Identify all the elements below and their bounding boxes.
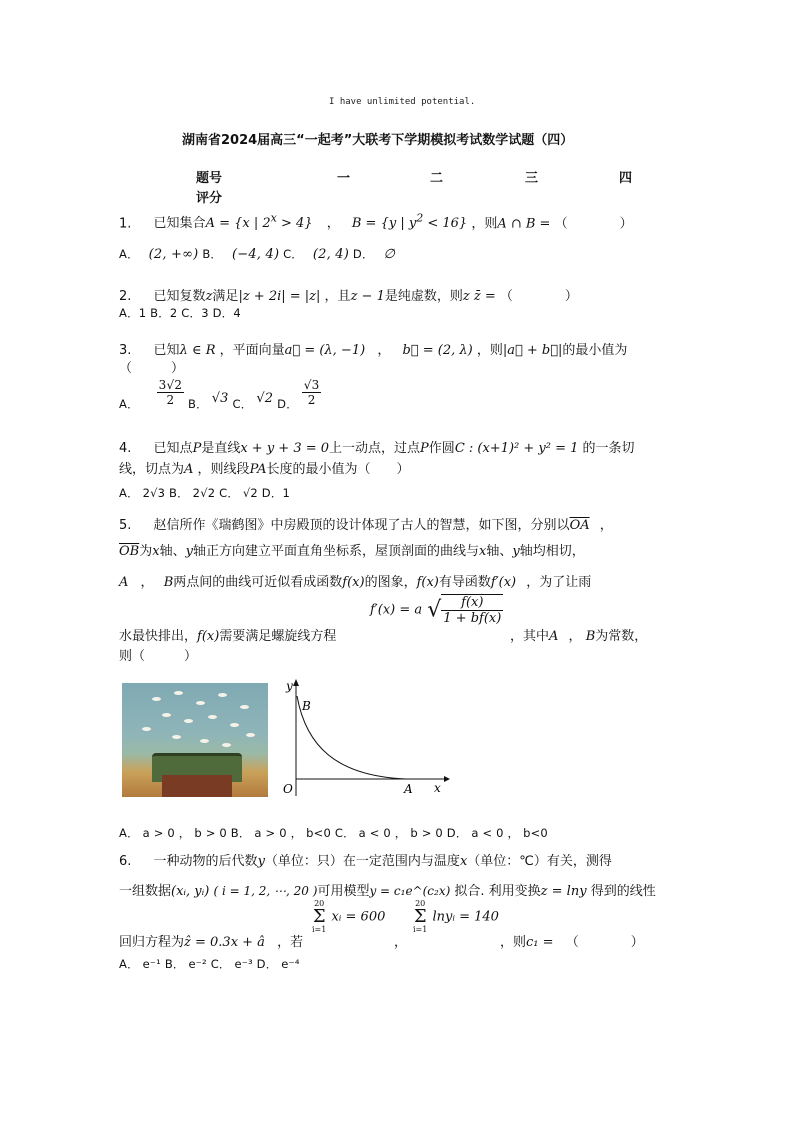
score-table-col-1: 一	[337, 171, 351, 186]
q5-y: y	[185, 544, 193, 559]
q3-text-3: ，	[377, 343, 391, 358]
q1-option-b-label: B．	[202, 247, 223, 261]
q1-options	[119, 246, 395, 262]
q3-abs: |a⃗ + b⃗|	[502, 343, 563, 358]
q6-sum-2-expr: lnyᵢ = 140	[432, 909, 499, 925]
q6-x: x	[459, 854, 468, 869]
q2-number: 2.	[119, 289, 132, 304]
page-title: 湖南省2024届高三“一起考”大联考下学期模拟考试数学试题（四）	[182, 133, 574, 148]
sqrt-icon: √	[427, 597, 442, 623]
q1-line	[119, 212, 633, 231]
q1-option-c: (2, 4)	[312, 247, 350, 262]
q2-eq: |z + 2i| = |z|	[238, 289, 321, 304]
q5-fx-3: f(x)	[197, 629, 220, 644]
q6-text-8: 回归方程为	[119, 935, 185, 950]
q3-option-c: √2	[256, 391, 274, 406]
q6-sum-2-top: 20	[415, 899, 426, 908]
graph-x-label: x	[434, 781, 441, 795]
q6-y: y	[257, 854, 265, 869]
q6-text-2: （单位：只）在一定范围内与温度	[264, 854, 460, 869]
q6-regression: ẑ = 0.3x + â	[184, 935, 265, 950]
q5-text-2: ，	[599, 518, 613, 533]
q5-const-a: A	[549, 629, 559, 644]
q6-text-4: 一组数据	[119, 884, 172, 899]
q5-text-7: 轴均相切，	[519, 544, 585, 559]
score-table-row-label: 题号	[196, 171, 223, 186]
q5-x-2: x	[478, 544, 487, 559]
q2-text-4: 是纯虚数，则	[384, 289, 463, 304]
q1-number: 1.	[119, 216, 132, 232]
q4-text-8: 长度的最小值为（ ）	[266, 462, 410, 477]
score-table-score-label: 评分	[196, 191, 223, 206]
q1-option-d: ∅	[383, 247, 396, 262]
q4-text-7: ，则线段	[197, 462, 250, 477]
q4-text: 已知点	[153, 441, 193, 456]
q5-text-5: 轴正方向建立平面直角坐标系，屋顶剖面的曲线与	[192, 544, 479, 559]
q1-set-a: A = {x | $2^x > 4$}	[205, 212, 313, 232]
q5-text-10: 的图象，	[364, 575, 417, 590]
q2-line	[119, 285, 578, 304]
q1-text: 已知集合	[153, 216, 206, 232]
q6-sum-2-bottom: i=1	[413, 925, 428, 934]
q6-sum-1-top: 20	[314, 899, 325, 908]
score-table-col-2: 二	[430, 171, 444, 186]
q5-ob: $\overline{OB}$	[119, 544, 140, 559]
q1-option-c-label: C．	[283, 247, 304, 261]
q4-text-5: 的一条切	[582, 441, 635, 456]
roof-curve-graph	[276, 676, 452, 800]
x-axis-arrow-icon	[444, 776, 450, 782]
q1-expr: A ∩ B =	[497, 216, 551, 232]
q2-text-2: 满足	[212, 289, 239, 304]
q1-option-d-label: D．	[352, 247, 374, 261]
motto: I have unlimited potential.	[329, 97, 476, 107]
q5-eq-fraction: $\frac{f(x)}{1 + bf(x)}$	[443, 595, 502, 626]
q3-options	[119, 378, 321, 412]
q3-lambda: λ ∈ R	[179, 343, 216, 358]
q5-text-8: ，	[140, 575, 154, 590]
q6-c1: c₁ =	[526, 935, 554, 950]
q3-option-a-label: A．	[119, 397, 139, 411]
q2-text: 已知复数	[153, 289, 206, 304]
q3-answer-paren: （ ）	[119, 361, 185, 376]
q6-text: 一种动物的后代数	[153, 854, 258, 869]
q1-set-b: B = {y | $y^2 < 16$}	[351, 212, 468, 232]
q6-text-11: ，则	[500, 935, 527, 950]
q5-text-16: ，	[568, 629, 582, 644]
sigma-icon: Σ	[413, 906, 427, 927]
q5-line-2	[119, 540, 585, 559]
q6-transform: z = lny	[540, 884, 587, 899]
q6-sum-2	[413, 900, 499, 934]
score-table-col-4: 四	[619, 171, 633, 186]
q5-text-3: 为	[139, 544, 153, 559]
q5-spiral-equation	[370, 594, 503, 626]
q3-text: 已知	[153, 343, 180, 358]
q6-text-5: 可用模型	[317, 884, 370, 899]
q1-comma: ，	[326, 216, 340, 232]
q6-text-9: ，若	[277, 935, 304, 950]
q3-vector-a: a⃗ = (λ, −1)	[284, 343, 366, 358]
q2-answer-paren: （ ）	[499, 289, 578, 304]
sigma-icon: Σ	[312, 906, 326, 927]
q5-line-4b	[510, 625, 647, 644]
q2-z: z	[205, 289, 213, 304]
q5-b: B	[163, 575, 174, 590]
q5-text-9: 两点间的曲线可近似看成函数	[173, 575, 343, 590]
q4-circle-eq: C : (x+1)² + y² = 1	[454, 441, 579, 456]
q3-text-2: ，平面向量	[219, 343, 285, 358]
q5-line-5: 则（ ）	[119, 649, 198, 664]
graph-point-b-label: B	[302, 699, 311, 713]
q6-sum-1-bottom: i=1	[312, 925, 327, 934]
q4-p-2: P	[420, 441, 429, 456]
q6-text-6: 拟合. 利用变换	[454, 884, 541, 899]
q6-number: 6.	[119, 854, 132, 869]
q5-text-17: 为常数，	[595, 629, 648, 644]
q6-range: ( i = 1, 2, ⋯, 20 )	[213, 884, 318, 898]
q3-line	[119, 339, 627, 358]
q6-data: (xᵢ, yᵢ)	[171, 884, 210, 899]
q4-a: A	[184, 462, 194, 477]
q5-oa: $\overline{OA}$	[569, 518, 590, 533]
q2-zz: z z̄ =	[462, 289, 496, 304]
q3-number: 3.	[119, 343, 132, 358]
q5-text-15: ，其中	[510, 629, 550, 644]
q4-options: A． 2√3 B． 2√2 C． √2 D．1	[119, 486, 291, 500]
q3-option-a-fraction: $\frac{3√2}{2}$	[158, 378, 183, 407]
q5-const-b: B	[585, 629, 596, 644]
crane-painting-image	[122, 683, 268, 797]
q3-text-5: 的最小值为	[562, 343, 628, 358]
q6-options: A． e⁻¹ B． e⁻² C． e⁻³ D． e⁻⁴	[119, 957, 300, 971]
q2-text-3: ，且	[324, 289, 351, 304]
q4-pa: PA	[249, 462, 267, 477]
q5-x: x	[152, 544, 160, 559]
q5-text-14: 需要满足螺旋线方程	[219, 629, 337, 644]
q4-text-3: 上一动点，过点	[329, 441, 421, 456]
q5-fx: f(x)	[342, 575, 365, 590]
graph-point-a-label: A	[404, 782, 413, 796]
q5-fx-2: f(x)	[416, 575, 439, 590]
graph-origin-label: O	[283, 782, 293, 796]
q6-text-7: 得到的线性	[590, 884, 656, 899]
roof-curve	[297, 696, 406, 779]
q5-text: 赵信所作《瑞鹤图》中房殿顶的设计体现了古人的智慧，如下图，分别以	[153, 518, 570, 533]
q5-text-6: 轴、	[486, 544, 513, 559]
q6-sum-1-expr: xᵢ = 600	[331, 909, 386, 925]
q6-sum-1	[312, 900, 385, 934]
q5-y-2: y	[512, 544, 520, 559]
q4-text-6: 线，切点为	[119, 462, 185, 477]
q3-option-b-label: B．	[188, 397, 208, 411]
y-axis-arrow-icon	[293, 679, 299, 686]
q3-text-4: ，则	[476, 343, 503, 358]
q6-line-2	[119, 880, 656, 899]
q6-comma: ，	[394, 935, 408, 950]
q5-line-3	[119, 571, 591, 590]
graph-y-label: y	[286, 679, 293, 693]
q2-z-minus-1: z − 1	[350, 289, 385, 304]
q1-option-a-label: A．	[119, 247, 139, 261]
q5-text-4: 轴、	[159, 544, 186, 559]
q5-text-11: 有导函数	[438, 575, 491, 590]
q4-line	[119, 437, 635, 456]
q6-answer-paren: （ ）	[565, 935, 644, 950]
q6-line-3	[119, 931, 303, 950]
q1-text-2: ，则	[471, 216, 498, 232]
q4-p: P	[192, 441, 202, 456]
q1-answer-paren: （ ）	[554, 216, 633, 232]
q5-line	[119, 514, 613, 533]
q6-model: y = c₁e^(c₂x)	[369, 884, 451, 898]
q1-option-a: (2, +∞)	[148, 247, 199, 262]
q6-line-3b	[500, 931, 644, 950]
q4-number: 4.	[119, 441, 132, 456]
q5-a: A	[119, 575, 129, 590]
q3-vector-b: b⃗ = (2, λ)	[402, 343, 473, 358]
q3-option-d-label: D．	[277, 397, 298, 411]
q4-line-2	[119, 458, 410, 477]
q5-line-4	[119, 625, 336, 644]
q4-text-4: 作圆	[428, 441, 455, 456]
q4-line-eq: x + y + 3 = 0	[240, 441, 330, 456]
q2-options: A．1 B．2 C．3 D．4	[119, 306, 241, 320]
q5-fpx: f′(x)	[490, 575, 517, 590]
q5-options: A． a > 0 ， b > 0 B． a > 0 ， b<0 C． a < 0 ， b > 0 D． a < 0 ， b<0	[119, 826, 548, 840]
q1-option-b: (−4, 4)	[231, 247, 280, 262]
q3-option-b: √3	[211, 391, 229, 406]
q5-text-13: 水最快排出，	[119, 629, 198, 644]
q5-text-12: ，为了让雨	[526, 575, 592, 590]
q4-text-2: 是直线	[201, 441, 241, 456]
q5-number: 5.	[119, 518, 132, 533]
q3-option-c-label: C．	[232, 397, 253, 411]
q5-eq-lhs: f′(x) = a	[370, 602, 423, 618]
q3-option-d-fraction: $\frac{√3}{2}$	[303, 378, 320, 407]
q6-line	[119, 850, 612, 869]
q6-text-3: （单位：℃）有关，测得	[467, 854, 612, 869]
score-table-col-3: 三	[525, 171, 539, 186]
